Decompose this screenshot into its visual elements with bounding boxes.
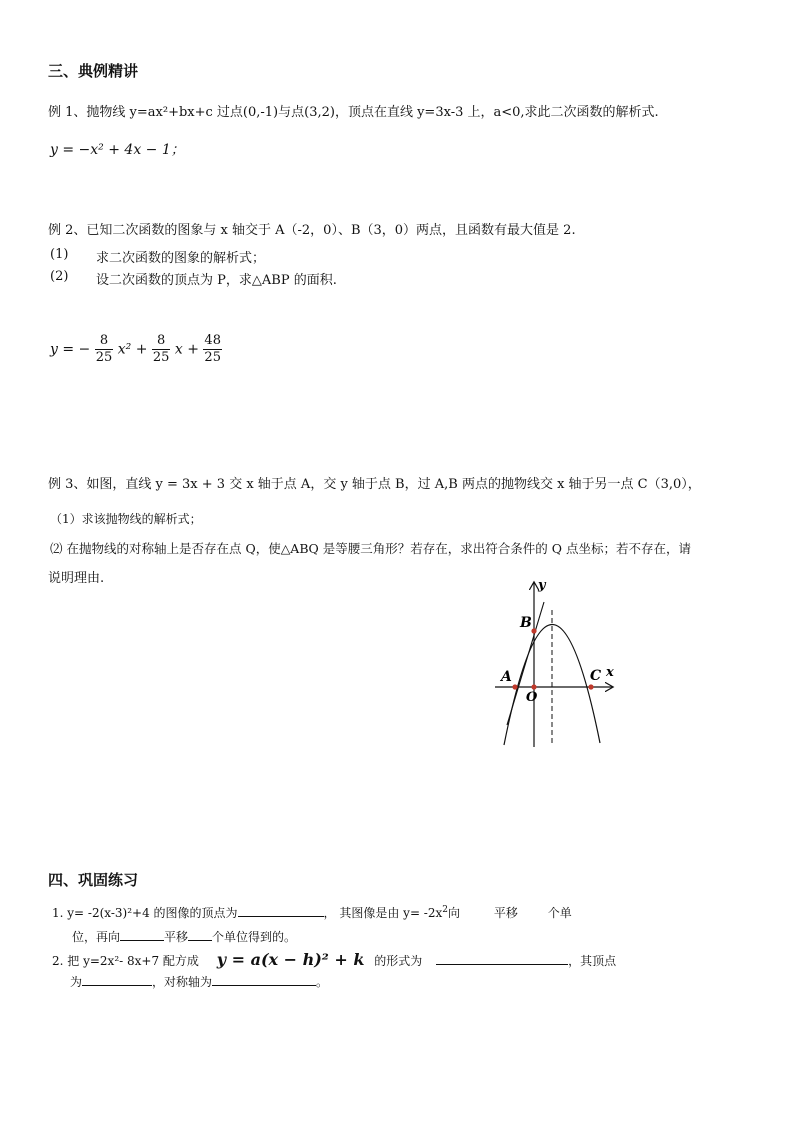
practice-2-line1 [52, 950, 616, 969]
fraction-1 [95, 333, 114, 366]
example-2-q2: 设二次函数的顶点为 P，求△ABP 的面积. [96, 273, 337, 288]
label-y: y [538, 578, 546, 593]
answer-term-x2: x² + [117, 341, 148, 358]
fraction-3 [203, 333, 222, 366]
practice-1-line2 [72, 928, 296, 945]
point-c [588, 684, 593, 689]
fraction-1-denominator: 25 [95, 350, 113, 365]
blank-vertex-form[interactable] [436, 952, 568, 965]
label-a: A [501, 669, 512, 685]
example-3-q1: （1）求该抛物线的解析式； [50, 512, 202, 526]
practice-2-line2-c: 。 [316, 975, 329, 989]
example-3-q2-line1: ⑵ 在抛物线的对称轴上是否存在点 Q，使△ABQ 是等腰三角形？若存在，求出符合条件的 Q 点坐标；若不存在，请 [50, 541, 691, 556]
practice-1-part-c: 向 [448, 906, 461, 920]
practice-1-part-b: ， 其图像是由 y= -2x [323, 906, 443, 920]
example-2-q1-number: (1) [50, 247, 69, 262]
practice-2-part-c: ，其顶点 [568, 954, 617, 968]
example-1-text: 例 1、抛物线 y=ax²+bx+c 过点(0,-1)与点(3,2)，顶点在直线 y=3x-3 上，a<0,求此二次函数的解析式. [48, 105, 659, 120]
practice-1-part-e: 个单 [547, 906, 572, 920]
practice-2-line2 [70, 973, 328, 990]
answer-prefix: y = − [50, 341, 91, 358]
vertex-form-formula: y = a(x − h)² + k [216, 950, 365, 969]
practice-1-part-d: 平移 [493, 906, 518, 920]
practice-2-line2-b: ，对称轴为 [152, 975, 213, 989]
blank-vertex-2[interactable] [82, 973, 152, 986]
section-4-title: 四、巩固练习 [48, 871, 139, 889]
fraction-1-numerator: 8 [95, 333, 114, 350]
practice-2-part-b: 的形式为 [374, 954, 423, 968]
example-2-text: 例 2、已知二次函数的图象与 x 轴交于 A（-2，0）、B（3，0）两点，且函数有最大值是 2. [48, 223, 576, 238]
practice-1-line2-b: 平移 [164, 930, 189, 944]
practice-2-line2-a: 为 [70, 975, 83, 989]
example-1-answer: y = −x² + 4x − 1； [50, 142, 185, 158]
practice-1-line2-a: 位，再向 [72, 930, 121, 944]
section-3-title: 三、典例精讲 [48, 62, 139, 80]
label-c: C [590, 668, 602, 684]
blank-units[interactable] [188, 928, 212, 941]
practice-1-sup: 2 [442, 905, 449, 915]
practice-1-line1 [52, 904, 572, 921]
answer-term-x: x + [174, 341, 199, 358]
practice-2-part-a: 2. 把 y=2x²- 8x+7 配方成 [52, 954, 199, 968]
parabola-graph [490, 575, 630, 750]
example-2-q1: 求二次函数的图象的解析式； [96, 251, 266, 266]
point-b [531, 628, 536, 633]
label-x: x [606, 665, 614, 680]
blank-vertex[interactable] [238, 904, 324, 917]
example-3-q2-line2: 说明理由. [48, 571, 105, 586]
example-3-text: 例 3、如图，直线 y = 3x + 3 交 x 轴于点 A，交 y 轴于点 B，过 A,B 两点的抛物线交 x 轴于另一点 C（3,0）， [48, 477, 701, 492]
fraction-2-numerator: 8 [152, 333, 171, 350]
example-2-answer [50, 333, 222, 366]
fraction-3-denominator: 25 [204, 350, 221, 365]
fraction-3-numerator: 48 [204, 333, 221, 348]
fraction-2-denominator: 25 [152, 350, 170, 365]
practice-1-part-a: 1. y= -2(x-3)²+4 的图像的顶点为 [52, 906, 238, 920]
example-2-q2-number: (2) [50, 269, 69, 284]
blank-symmetry-axis[interactable] [212, 973, 316, 986]
point-a [512, 684, 517, 689]
practice-1-line2-c: 个单位得到的。 [212, 930, 297, 944]
label-o: O [526, 690, 538, 705]
fraction-2 [152, 333, 171, 366]
label-b: B [520, 615, 532, 631]
point-o [531, 684, 536, 689]
blank-direction[interactable] [120, 928, 164, 941]
